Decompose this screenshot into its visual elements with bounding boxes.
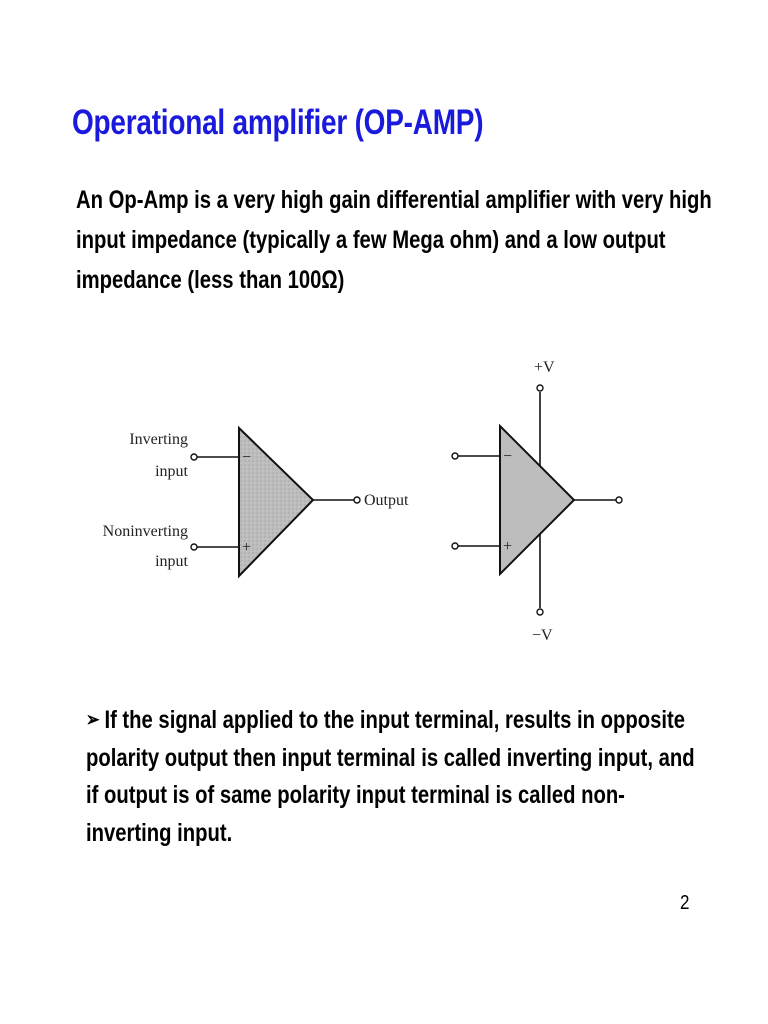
- op-amp-figure: [96, 340, 656, 660]
- op-amp-diagram: [96, 340, 656, 660]
- intro-line: impedance (less than 100Ω): [76, 266, 345, 294]
- right-inverting-terminal: [452, 453, 458, 459]
- bullet-line: inverting input.: [86, 818, 233, 847]
- right-plus-sign: +: [503, 538, 513, 555]
- left-minus-sign: −: [242, 449, 252, 466]
- negative-supply-label: −V: [532, 627, 553, 644]
- positive-supply-terminal: [537, 385, 543, 391]
- left-noninverting-terminal: [191, 544, 197, 550]
- left-plus-sign: +: [242, 539, 252, 556]
- intro-line: input impedance (typically a few Mega ohm) and a low output: [76, 226, 666, 254]
- negative-supply-terminal: [537, 609, 543, 615]
- inverting-input-label-line2: input: [155, 463, 188, 480]
- left-output-terminal: [354, 497, 360, 503]
- right-minus-sign: −: [503, 448, 513, 465]
- page-number: 2: [680, 892, 690, 914]
- left-op-amp-symbol: [103, 428, 409, 576]
- intro-paragraph: [76, 180, 712, 300]
- output-label: Output: [364, 492, 409, 509]
- inverting-input-label-line1: Inverting: [129, 431, 188, 448]
- bullet-line: polarity output then input terminal is called inverting input, and: [86, 743, 695, 772]
- right-op-amp-symbol: [452, 359, 622, 644]
- arrow-bullet-icon: ➢: [86, 709, 100, 731]
- bullet-line: [86, 702, 702, 740]
- noninverting-input-label-line2: input: [155, 553, 188, 570]
- right-output-terminal: [616, 497, 622, 503]
- bullet-paragraph: [86, 702, 702, 852]
- right-noninverting-terminal: [452, 543, 458, 549]
- intro-line: An Op-Amp is a very high gain differential amplifier with very high: [76, 186, 712, 214]
- positive-supply-label: +V: [534, 359, 555, 376]
- left-inverting-terminal: [191, 454, 197, 460]
- slide-title: Operational amplifier (OP-AMP): [72, 103, 484, 142]
- bullet-text: If the signal applied to the input terminal, results in opposite: [104, 706, 685, 734]
- bullet-line: if output is of same polarity input terminal is called non-: [86, 781, 625, 809]
- noninverting-input-label-line1: Noninverting: [102, 523, 188, 540]
